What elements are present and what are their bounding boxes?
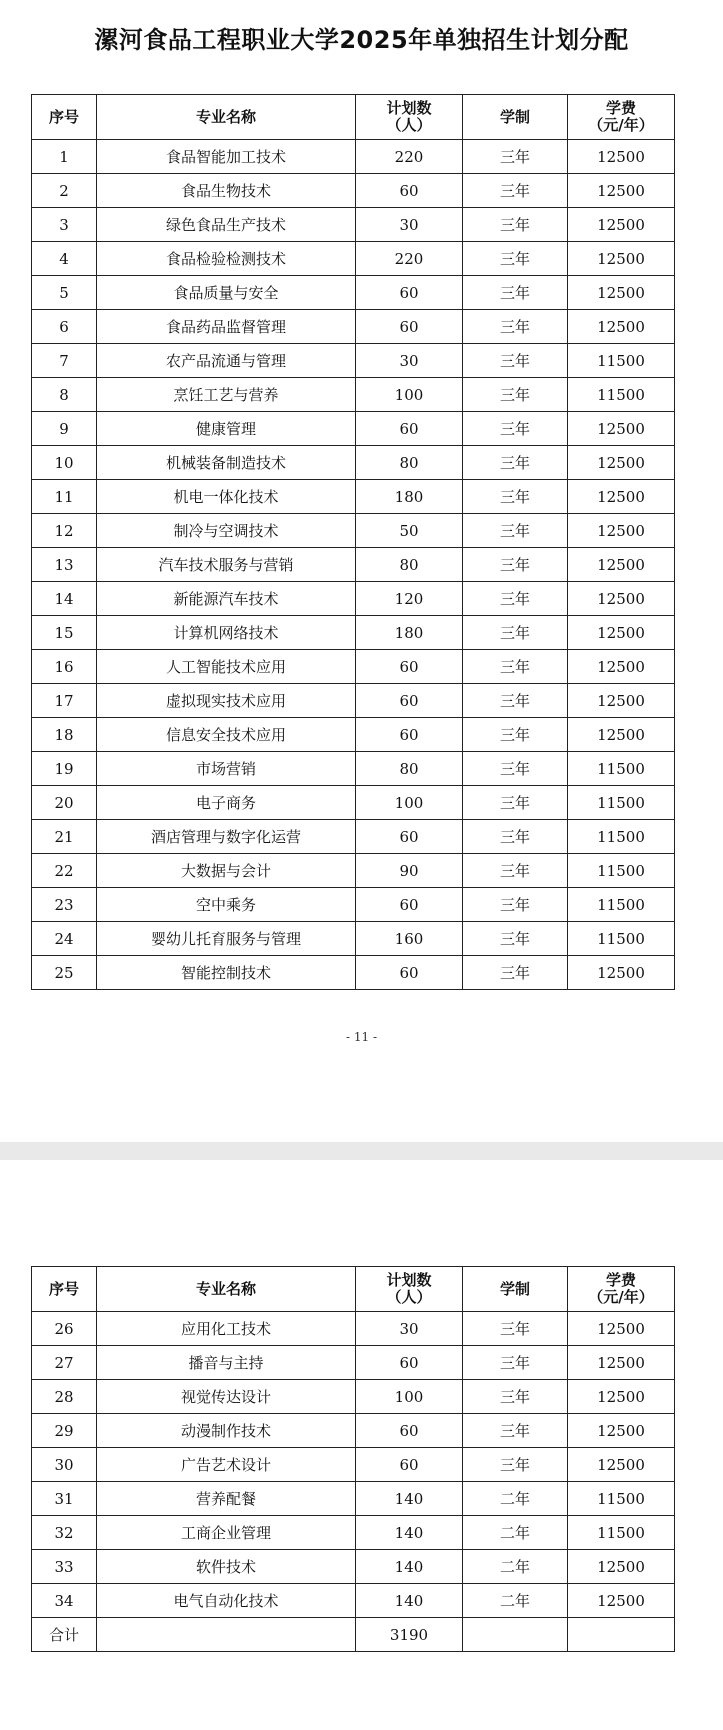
total-plan: 3190: [356, 1618, 463, 1652]
table-row: [32, 1482, 675, 1516]
tuition-fee: 11500: [568, 344, 675, 378]
tuition-fee: 12500: [568, 650, 675, 684]
table-row: [32, 174, 675, 208]
plan-count: 80: [356, 446, 463, 480]
tuition-fee: 12500: [568, 1380, 675, 1414]
major-name: 电子商务: [97, 786, 356, 820]
table-row: [32, 786, 675, 820]
tuition-fee: 11500: [568, 922, 675, 956]
major-name: 新能源汽车技术: [97, 582, 356, 616]
plan-count: 30: [356, 208, 463, 242]
tuition-fee: 12500: [568, 684, 675, 718]
tuition-fee: 12500: [568, 242, 675, 276]
tuition-fee: 11500: [568, 752, 675, 786]
plan-count: 220: [356, 140, 463, 174]
duration: 三年: [463, 378, 568, 412]
plan-count: 90: [356, 854, 463, 888]
plan-count: 60: [356, 820, 463, 854]
major-name: 市场营销: [97, 752, 356, 786]
duration: 三年: [463, 548, 568, 582]
table-row: [32, 582, 675, 616]
row-no: 10: [32, 446, 97, 480]
duration: 三年: [463, 616, 568, 650]
plan-count: 180: [356, 616, 463, 650]
table-row: [32, 140, 675, 174]
major-name: 智能控制技术: [97, 956, 356, 990]
major-name: 应用化工技术: [97, 1312, 356, 1346]
duration: 三年: [463, 514, 568, 548]
plan-count: 140: [356, 1584, 463, 1618]
row-no: 5: [32, 276, 97, 310]
major-name: 广告艺术设计: [97, 1448, 356, 1482]
header-fee: [568, 1267, 675, 1312]
plan-count: 60: [356, 1448, 463, 1482]
major-name: 计算机网络技术: [97, 616, 356, 650]
table-row: [32, 956, 675, 990]
row-no: 22: [32, 854, 97, 888]
table-row: [32, 752, 675, 786]
major-name: 空中乘务: [97, 888, 356, 922]
header-plan-line1: 计划数: [386, 1271, 432, 1289]
major-name: 机电一体化技术: [97, 480, 356, 514]
table-row: [32, 480, 675, 514]
header-plan-line2: （人）: [386, 116, 432, 134]
table-row: [32, 1448, 675, 1482]
tuition-fee: 12500: [568, 1312, 675, 1346]
plan-count: 60: [356, 650, 463, 684]
header-duration: 学制: [463, 1267, 568, 1312]
duration: 三年: [463, 582, 568, 616]
table-body-page-2: [32, 1312, 675, 1618]
row-no: 27: [32, 1346, 97, 1380]
major-name: 大数据与会计: [97, 854, 356, 888]
plan-count: 30: [356, 1312, 463, 1346]
row-no: 3: [32, 208, 97, 242]
major-name: 人工智能技术应用: [97, 650, 356, 684]
plan-count: 60: [356, 412, 463, 446]
tuition-fee: 12500: [568, 276, 675, 310]
duration: 三年: [463, 1346, 568, 1380]
tuition-fee: 12500: [568, 1448, 675, 1482]
row-no: 9: [32, 412, 97, 446]
table-header-row: [32, 95, 675, 140]
plan-count: 100: [356, 786, 463, 820]
tuition-fee: 12500: [568, 140, 675, 174]
header-no: 序号: [32, 95, 97, 140]
duration: 三年: [463, 140, 568, 174]
enrollment-plan-table-continued: [31, 1266, 675, 1652]
row-no: 6: [32, 310, 97, 344]
major-name: 汽车技术服务与营销: [97, 548, 356, 582]
major-name: 营养配餐: [97, 1482, 356, 1516]
header-plan: [356, 95, 463, 140]
row-no: 30: [32, 1448, 97, 1482]
header-plan: [356, 1267, 463, 1312]
duration: 三年: [463, 174, 568, 208]
plan-count: 60: [356, 684, 463, 718]
major-name: 酒店管理与数字化运营: [97, 820, 356, 854]
tuition-fee: 11500: [568, 1482, 675, 1516]
table-row: [32, 820, 675, 854]
table-header-row: [32, 1267, 675, 1312]
table-row: [32, 208, 675, 242]
row-no: 13: [32, 548, 97, 582]
duration: 二年: [463, 1516, 568, 1550]
document-title: 漯河食品工程职业大学2025年单独招生计划分配: [94, 26, 629, 54]
duration: 三年: [463, 650, 568, 684]
duration: 三年: [463, 1312, 568, 1346]
plan-count: 180: [356, 480, 463, 514]
row-no: 18: [32, 718, 97, 752]
major-name: 动漫制作技术: [97, 1414, 356, 1448]
row-no: 32: [32, 1516, 97, 1550]
duration: 三年: [463, 956, 568, 990]
row-no: 15: [32, 616, 97, 650]
table-row: [32, 616, 675, 650]
row-no: 25: [32, 956, 97, 990]
major-name: 电气自动化技术: [97, 1584, 356, 1618]
duration: 二年: [463, 1584, 568, 1618]
duration: 三年: [463, 1380, 568, 1414]
duration: 三年: [463, 412, 568, 446]
page-number: - 11 -: [345, 1030, 377, 1044]
row-no: 34: [32, 1584, 97, 1618]
tuition-fee: 11500: [568, 888, 675, 922]
tuition-fee: 12500: [568, 412, 675, 446]
row-no: 21: [32, 820, 97, 854]
table-row: [32, 1346, 675, 1380]
total-label: 合计: [32, 1618, 97, 1652]
table-row: [32, 718, 675, 752]
major-name: 软件技术: [97, 1550, 356, 1584]
tuition-fee: 12500: [568, 1414, 675, 1448]
tuition-fee: 12500: [568, 1346, 675, 1380]
tuition-fee: 11500: [568, 1516, 675, 1550]
tuition-fee: 11500: [568, 820, 675, 854]
tuition-fee: 12500: [568, 582, 675, 616]
tuition-fee: 12500: [568, 1550, 675, 1584]
table-row: [32, 888, 675, 922]
duration: 三年: [463, 1414, 568, 1448]
plan-count: 60: [356, 1346, 463, 1380]
plan-count: 60: [356, 718, 463, 752]
row-no: 16: [32, 650, 97, 684]
duration: 三年: [463, 1448, 568, 1482]
header-fee-line2: （元/年）: [588, 116, 654, 134]
plan-count: 140: [356, 1482, 463, 1516]
table-row: [32, 650, 675, 684]
duration: 三年: [463, 786, 568, 820]
tuition-fee: 12500: [568, 616, 675, 650]
tuition-fee: 12500: [568, 956, 675, 990]
row-no: 11: [32, 480, 97, 514]
plan-count: 30: [356, 344, 463, 378]
plan-count: 60: [356, 310, 463, 344]
duration: 三年: [463, 820, 568, 854]
row-no: 19: [32, 752, 97, 786]
row-no: 26: [32, 1312, 97, 1346]
major-name: 健康管理: [97, 412, 356, 446]
header-fee-line1: 学费: [605, 1271, 636, 1289]
table-row: [32, 1414, 675, 1448]
tuition-fee: 11500: [568, 786, 675, 820]
row-no: 20: [32, 786, 97, 820]
plan-count: 60: [356, 1414, 463, 1448]
header-plan-line1: 计划数: [386, 99, 432, 117]
plan-count: 60: [356, 174, 463, 208]
tuition-fee: 12500: [568, 718, 675, 752]
major-name: 婴幼儿托育服务与管理: [97, 922, 356, 956]
header-fee: [568, 95, 675, 140]
total-duration-empty: [463, 1618, 568, 1652]
table-row: [32, 310, 675, 344]
tuition-fee: 12500: [568, 446, 675, 480]
duration: 三年: [463, 854, 568, 888]
duration: 三年: [463, 242, 568, 276]
table-body-page-1: [32, 140, 675, 990]
tuition-fee: 11500: [568, 854, 675, 888]
major-name: 视觉传达设计: [97, 1380, 356, 1414]
row-no: 12: [32, 514, 97, 548]
tuition-fee: 12500: [568, 1584, 675, 1618]
plan-count: 60: [356, 276, 463, 310]
row-no: 8: [32, 378, 97, 412]
row-no: 23: [32, 888, 97, 922]
plan-count: 50: [356, 514, 463, 548]
duration: 二年: [463, 1482, 568, 1516]
total-name-empty: [97, 1618, 356, 1652]
header-name: 专业名称: [97, 1267, 356, 1312]
table-row: [32, 854, 675, 888]
major-name: 制冷与空调技术: [97, 514, 356, 548]
table-row: [32, 242, 675, 276]
major-name: 食品生物技术: [97, 174, 356, 208]
table-row: [32, 1550, 675, 1584]
table-row: [32, 684, 675, 718]
table-row: [32, 922, 675, 956]
major-name: 食品检验检测技术: [97, 242, 356, 276]
duration: 三年: [463, 922, 568, 956]
plan-count: 160: [356, 922, 463, 956]
major-name: 烹饪工艺与营养: [97, 378, 356, 412]
plan-count: 100: [356, 378, 463, 412]
major-name: 食品智能加工技术: [97, 140, 356, 174]
table-row: [32, 276, 675, 310]
row-no: 4: [32, 242, 97, 276]
total-row: [32, 1618, 675, 1652]
duration: 三年: [463, 752, 568, 786]
duration: 三年: [463, 480, 568, 514]
major-name: 信息安全技术应用: [97, 718, 356, 752]
duration: 三年: [463, 888, 568, 922]
row-no: 1: [32, 140, 97, 174]
row-no: 17: [32, 684, 97, 718]
enrollment-plan-table: [31, 94, 675, 990]
plan-count: 140: [356, 1550, 463, 1584]
header-duration: 学制: [463, 95, 568, 140]
row-no: 31: [32, 1482, 97, 1516]
table-row: [32, 344, 675, 378]
tuition-fee: 12500: [568, 310, 675, 344]
tuition-fee: 12500: [568, 208, 675, 242]
plan-count: 120: [356, 582, 463, 616]
row-no: 24: [32, 922, 97, 956]
table-row: [32, 1312, 675, 1346]
major-name: 食品药品监督管理: [97, 310, 356, 344]
header-no: 序号: [32, 1267, 97, 1312]
table-row: [32, 1380, 675, 1414]
row-no: 33: [32, 1550, 97, 1584]
duration: 三年: [463, 310, 568, 344]
plan-count: 220: [356, 242, 463, 276]
duration: 三年: [463, 344, 568, 378]
plan-count: 80: [356, 752, 463, 786]
major-name: 机械装备制造技术: [97, 446, 356, 480]
table-row: [32, 446, 675, 480]
major-name: 食品质量与安全: [97, 276, 356, 310]
major-name: 播音与主持: [97, 1346, 356, 1380]
tuition-fee: 12500: [568, 174, 675, 208]
plan-count: 60: [356, 956, 463, 990]
total-fee-empty: [568, 1618, 675, 1652]
major-name: 绿色食品生产技术: [97, 208, 356, 242]
plan-count: 60: [356, 888, 463, 922]
duration: 三年: [463, 718, 568, 752]
table-row: [32, 412, 675, 446]
tuition-fee: 12500: [568, 514, 675, 548]
duration: 三年: [463, 276, 568, 310]
table-row: [32, 378, 675, 412]
tuition-fee: 11500: [568, 378, 675, 412]
plan-count: 140: [356, 1516, 463, 1550]
document-page-2: [0, 1160, 723, 1730]
major-name: 工商企业管理: [97, 1516, 356, 1550]
tuition-fee: 12500: [568, 480, 675, 514]
row-no: 28: [32, 1380, 97, 1414]
plan-count: 100: [356, 1380, 463, 1414]
header-name: 专业名称: [97, 95, 356, 140]
duration: 三年: [463, 446, 568, 480]
duration: 三年: [463, 684, 568, 718]
header-fee-line1: 学费: [605, 99, 636, 117]
duration: 二年: [463, 1550, 568, 1584]
row-no: 14: [32, 582, 97, 616]
tuition-fee: 12500: [568, 548, 675, 582]
table-row: [32, 548, 675, 582]
duration: 三年: [463, 208, 568, 242]
header-plan-line2: （人）: [386, 1288, 432, 1306]
major-name: 农产品流通与管理: [97, 344, 356, 378]
row-no: 2: [32, 174, 97, 208]
row-no: 29: [32, 1414, 97, 1448]
table-row: [32, 1516, 675, 1550]
header-fee-line2: （元/年）: [588, 1288, 654, 1306]
major-name: 虚拟现实技术应用: [97, 684, 356, 718]
row-no: 7: [32, 344, 97, 378]
table-row: [32, 514, 675, 548]
table-row: [32, 1584, 675, 1618]
plan-count: 80: [356, 548, 463, 582]
